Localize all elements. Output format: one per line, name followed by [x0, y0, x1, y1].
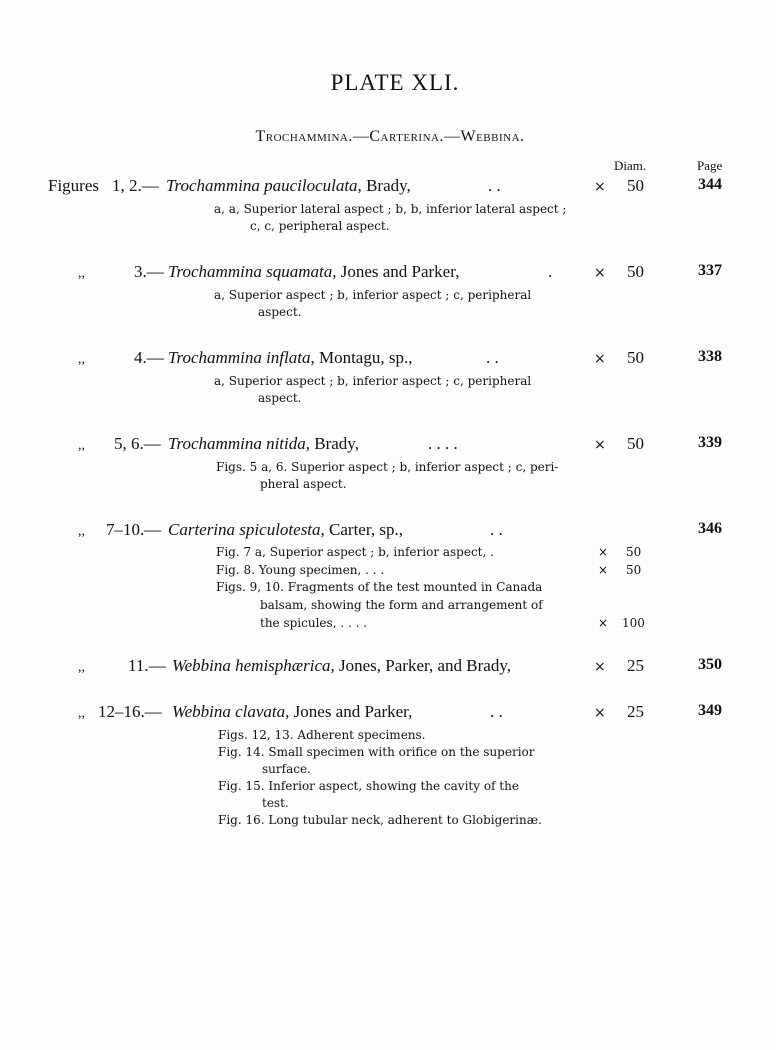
- entry-figures: 7–10.—: [106, 520, 162, 539]
- leader-dots: .: [548, 262, 553, 281]
- entry-lead: Figures: [48, 176, 99, 195]
- diameter-value: 50: [627, 262, 644, 281]
- page-number: 350: [698, 656, 722, 673]
- subfigure-row: [0, 598, 776, 618]
- plate-subtitle: Trochammina.—Carterina.—Webbina.: [255, 128, 525, 145]
- species-authority: Montagu, sp.,: [314, 348, 413, 367]
- entry-row: [0, 520, 776, 544]
- diameter-value: 50: [627, 176, 644, 195]
- entry-lead: ,,: [78, 524, 85, 539]
- diameter-value: 25: [627, 656, 644, 675]
- subfigure-row: [0, 580, 776, 600]
- species-authority: Jones and Parker,: [289, 702, 413, 721]
- entry-lead: ,,: [78, 352, 85, 367]
- magnification-sign: ×: [594, 265, 606, 281]
- entry-figures: 12–16.—: [98, 702, 162, 721]
- entry-description: [214, 287, 531, 321]
- page-number: 339: [698, 434, 722, 451]
- entry-lead: ,,: [78, 660, 85, 675]
- description-line: pheral aspect.: [260, 477, 347, 491]
- leader-dots: . .: [490, 520, 503, 539]
- entry-description: [216, 459, 558, 493]
- entry-lead: ,,: [78, 266, 85, 281]
- species-name: Trochammina inflata,: [168, 348, 315, 367]
- magnification-sign: ×: [598, 616, 609, 630]
- leader-dots: . .: [490, 702, 503, 721]
- entry-description: [214, 373, 531, 407]
- entry-figures: 11.—: [128, 656, 166, 675]
- magnification-sign: ×: [598, 545, 609, 559]
- entry-row: [0, 348, 776, 372]
- entry-row: [0, 434, 776, 458]
- species-authority: Jones, Parker, and Brady,: [334, 656, 511, 675]
- magnification-sign: ×: [594, 437, 606, 453]
- diameter-value: 50: [626, 545, 642, 559]
- column-header-diam: Diam.: [614, 158, 647, 173]
- diameter-value: 50: [627, 434, 644, 453]
- description-line: Figs. 5 a, 6. Superior aspect ; b, inferior aspect ; c, peri-: [216, 460, 559, 474]
- description-line: Fig. 14. Small specimen with orifice on the superior: [218, 745, 535, 759]
- species-name: Trochammina pauciloculata,: [166, 176, 362, 195]
- species-name: Trochammina squamata,: [168, 262, 337, 281]
- description-line: a, Superior aspect ; b, inferior aspect ; c, peripheral: [214, 288, 532, 302]
- subfigure-text: Figs. 9, 10. Fragments of the test mounted in Canada: [216, 580, 543, 594]
- entry-figures: 4.—: [134, 348, 164, 367]
- description-line: a, a, Superior lateral aspect ; b, b, inferior lateral aspect ;: [214, 202, 567, 216]
- species-authority: Carter, sp.,: [324, 520, 403, 539]
- subfigure-row: [0, 545, 776, 565]
- leader-dots: . .: [486, 348, 499, 367]
- description-line: Fig. 16. Long tubular neck, adherent to Globigerinæ.: [218, 813, 542, 827]
- entry-lead: ,,: [78, 706, 85, 721]
- entry-description: [218, 727, 542, 829]
- description-line: Fig. 15. Inferior aspect, showing the cavity of the: [218, 779, 519, 793]
- entry-row: [0, 656, 776, 680]
- page-number: 337: [698, 262, 722, 279]
- description-line: aspect.: [258, 305, 302, 319]
- plate-title: PLATE XLI.: [330, 70, 460, 95]
- magnification-sign: ×: [594, 705, 606, 721]
- magnification-sign: ×: [594, 659, 606, 675]
- diameter-value: 50: [626, 563, 642, 577]
- entry-lead: ,,: [78, 438, 85, 453]
- column-header-page: Page: [697, 158, 723, 173]
- entry-row: [0, 702, 776, 726]
- diameter-value: 25: [627, 702, 644, 721]
- entry-row: [0, 176, 776, 200]
- description-line: Figs. 12, 13. Adherent specimens.: [218, 728, 426, 742]
- description-line: c, c, peripheral aspect.: [250, 219, 390, 233]
- subfigure-row: [0, 616, 776, 636]
- page-number: 349: [698, 702, 722, 719]
- description-line: surface.: [262, 762, 311, 776]
- magnification-sign: ×: [598, 563, 609, 577]
- species-name: Webbina clavata,: [172, 702, 290, 721]
- description-line: aspect.: [258, 391, 302, 405]
- species-name: Trochammina nitida,: [168, 434, 310, 453]
- diameter-value: 50: [627, 348, 644, 367]
- entry-figures: 3.—: [134, 262, 164, 281]
- magnification-sign: ×: [594, 351, 606, 367]
- entry-figures: 1, 2.—: [112, 176, 159, 195]
- page-number: 344: [698, 176, 722, 193]
- entry-description: [214, 201, 566, 235]
- species-authority: Brady,: [361, 176, 411, 195]
- page-number: 346: [698, 520, 722, 537]
- leader-dots: . . . .: [428, 434, 458, 453]
- subfigure-text: the spicules, . . . .: [260, 616, 368, 630]
- leader-dots: . .: [488, 176, 501, 195]
- diameter-value: 100: [622, 616, 645, 630]
- subfigure-text: balsam, showing the form and arrangement of: [260, 598, 543, 612]
- description-line: test.: [262, 796, 289, 810]
- species-authority: Brady,: [310, 434, 359, 453]
- species-name: Webbina hemisphærica,: [172, 656, 335, 675]
- species-authority: Jones and Parker,: [336, 262, 460, 281]
- subfigure-text: Fig. 8. Young specimen, . . .: [216, 563, 385, 577]
- subfigure-text: Fig. 7 a, Superior aspect ; b, inferior aspect, .: [216, 545, 494, 559]
- entry-row: [0, 262, 776, 286]
- description-line: a, Superior aspect ; b, inferior aspect ; c, peripheral: [214, 374, 532, 388]
- entry-figures: 5, 6.—: [114, 434, 161, 453]
- magnification-sign: ×: [594, 179, 606, 195]
- page-number: 338: [698, 348, 722, 365]
- species-name: Carterina spiculotesta,: [168, 520, 325, 539]
